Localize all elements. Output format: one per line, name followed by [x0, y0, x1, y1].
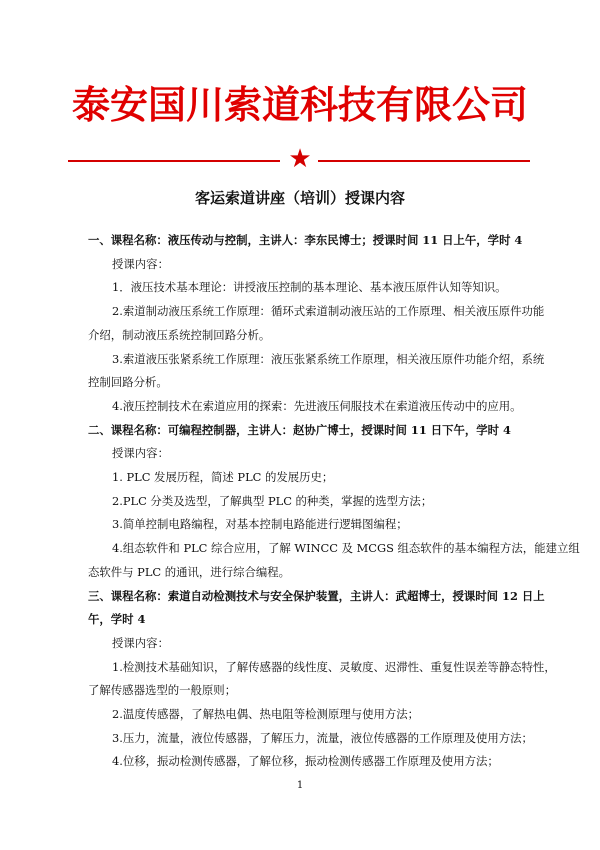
- course-2-content-label: 授课内容：: [112, 446, 169, 461]
- red-divider-left: [68, 160, 280, 162]
- course-3-item-continued: 了解传感器选型的一般原则；: [88, 683, 237, 698]
- document-title: 客运索道讲座（培训）授课内容: [194, 189, 405, 207]
- course-3-heading: 三、课程名称：索道自动检测技术与安全保护装置，主讲人：武超博士，授课时间 12 日上: [88, 588, 545, 603]
- course-3-item: 1.检测技术基础知识，了解传感器的线性度、灵敏度、迟滞性、重复性误差等静态特性，: [112, 659, 556, 674]
- star-icon: ★: [288, 144, 312, 174]
- course-1-item-continued: 控制回路分析。: [88, 375, 168, 390]
- organization-name: 泰安国川索道科技有限公司: [71, 83, 528, 127]
- page-number: 1: [296, 780, 304, 791]
- course-3-heading-continued: 午，学时 4: [88, 612, 146, 627]
- red-divider-right: [318, 160, 530, 162]
- course-1-item: 1．液压技术基本理论：讲授液压控制的基本理论、基本液压原件认知等知识。: [112, 280, 507, 295]
- course-2-item: 2.PLC 分类及选型，了解典型 PLC 的种类，掌握的选型方法；: [112, 493, 433, 508]
- course-1-content-label: 授课内容：: [112, 256, 169, 271]
- course-2-item: 4.组态软件和 PLC 综合应用，了解 WINCC 及 MCGS 组态软件的基本编程方法，能建立组: [112, 541, 580, 556]
- course-1-item: 4.液压控制技术在索道应用的探索：先进液压伺服技术在索道液压传动中的应用。: [112, 398, 522, 413]
- course-2-heading: 二、课程名称：可编程控制器，主讲人：赵协广博士，授课时间 11 日下午，学时 4: [88, 422, 511, 437]
- course-1-item: 2.索道制动液压系统工作原理：循环式索道制动液压站的工作原理、相关液压原件功能: [112, 304, 545, 319]
- course-3-item: 4.位移，振动检测传感器，了解位移，振动检测传感器工作原理及使用方法；: [112, 754, 499, 769]
- course-content: [88, 229, 580, 774]
- course-2-item: 3.简单控制电路编程，对基本控制电路能进行逻辑图编程；: [112, 517, 408, 532]
- course-2-item: 1. PLC 发展历程，简述 PLC 的发展历史；: [112, 470, 334, 485]
- course-2-item-continued: 态软件与 PLC 的通讯，进行综合编程。: [88, 564, 291, 579]
- course-1-heading: 一、课程名称：液压传动与控制，主讲人：李东民博士；授课时间 11 日上午，学时 4: [88, 233, 523, 247]
- course-3-content-label: 授课内容：: [112, 635, 169, 650]
- course-1-item-continued: 介绍，制动液压系统控制回路分析。: [88, 327, 271, 342]
- course-3-item: 2.温度传感器，了解热电偶、热电阻等检测原理与使用方法；: [112, 707, 420, 722]
- course-3-item: 3.压力，流量，液位传感器，了解压力，流量，液位传感器的工作原理及使用方法；: [112, 730, 533, 745]
- course-1-item: 3.索道液压张紧系统工作原理：液压张紧系统工作原理，相关液压原件功能介绍，系统: [112, 351, 545, 366]
